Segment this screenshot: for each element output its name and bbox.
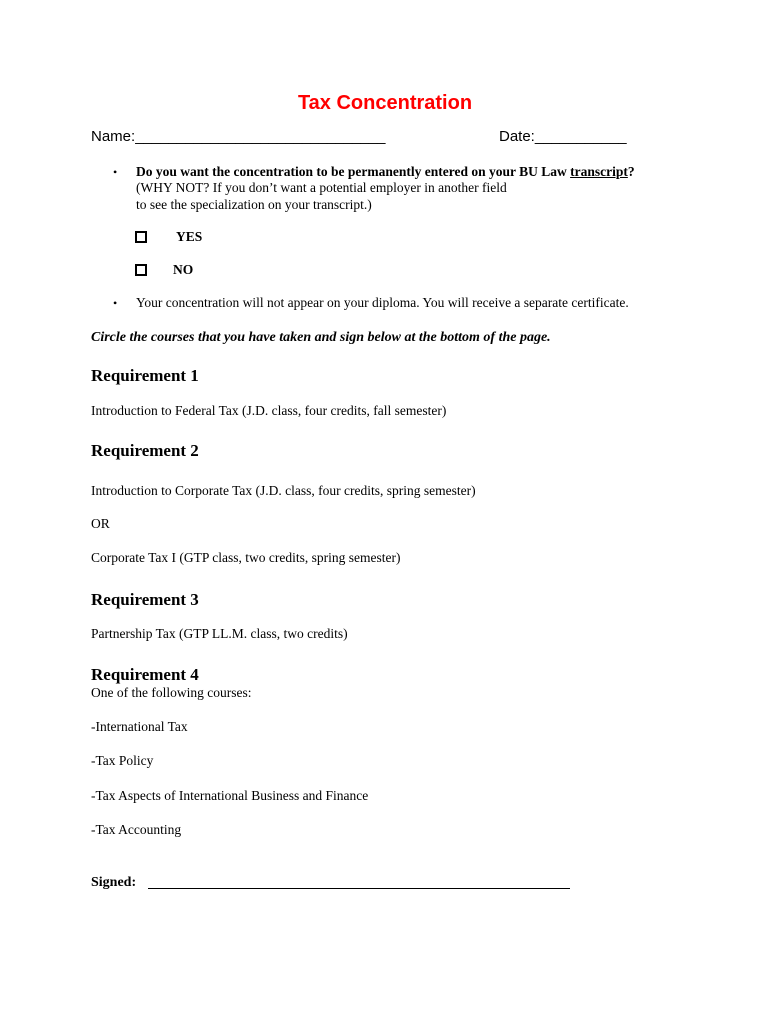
date-label: Date:	[499, 128, 535, 145]
bullet-icon: •	[113, 165, 118, 179]
requirement-3-course[interactable]: Partnership Tax (GTP LL.M. class, two credits)	[91, 626, 348, 641]
why-not-note-line2: to see the specialization on your transcript.)	[136, 197, 372, 212]
requirement-2-course-1[interactable]: Introduction to Corporate Tax (J.D. class, four credits, spring semester)	[91, 483, 476, 498]
transcript-word: transcript	[570, 164, 628, 179]
why-not-note-line1: (WHY NOT? If you don’t want a potential employer in another field	[136, 180, 507, 195]
instruction: Circle the courses that you have taken and sign below at the bottom of the page.	[91, 330, 551, 345]
diploma-note: Your concentration will not appear on your diploma. You will receive a separate certificate.	[136, 295, 629, 310]
name-label: Name:	[91, 128, 136, 145]
requirement-1-course[interactable]: Introduction to Federal Tax (J.D. class, four credits, fall semester)	[91, 403, 447, 418]
requirement-2-or: OR	[91, 516, 110, 531]
no-checkbox[interactable]	[135, 264, 147, 276]
date-blank[interactable]: ___________	[534, 128, 627, 145]
name-blank[interactable]: ______________________________	[135, 128, 386, 145]
yes-checkbox[interactable]	[135, 231, 147, 243]
signature-line[interactable]	[148, 888, 570, 889]
requirement-4-course[interactable]: -Tax Accounting	[91, 822, 182, 837]
requirement-4-heading: Requirement 4	[91, 665, 199, 684]
signed-label: Signed:	[91, 875, 137, 890]
question-text: Do you want the concentration to be permanently entered on your BU Law	[136, 164, 571, 179]
requirement-2-heading: Requirement 2	[91, 441, 199, 460]
question-mark: ?	[627, 164, 635, 179]
requirement-4-course[interactable]: -Tax Aspects of International Business and Finance	[91, 788, 369, 803]
bullet-icon: •	[113, 296, 118, 310]
requirement-2-course-2[interactable]: Corporate Tax I (GTP class, two credits, spring semester)	[91, 550, 401, 565]
requirement-4-course[interactable]: -International Tax	[91, 719, 188, 734]
requirement-4-course[interactable]: -Tax Policy	[91, 753, 154, 768]
page-title: Tax Concentration	[297, 92, 473, 114]
date-field[interactable]	[499, 128, 627, 145]
yes-label: YES	[176, 229, 203, 244]
requirement-4-intro: One of the following courses:	[91, 685, 252, 700]
requirement-3-heading: Requirement 3	[91, 590, 199, 609]
no-label: NO	[173, 262, 194, 277]
transcript-question	[136, 164, 635, 180]
name-field[interactable]	[91, 128, 385, 145]
requirement-1-heading: Requirement 1	[91, 366, 199, 385]
